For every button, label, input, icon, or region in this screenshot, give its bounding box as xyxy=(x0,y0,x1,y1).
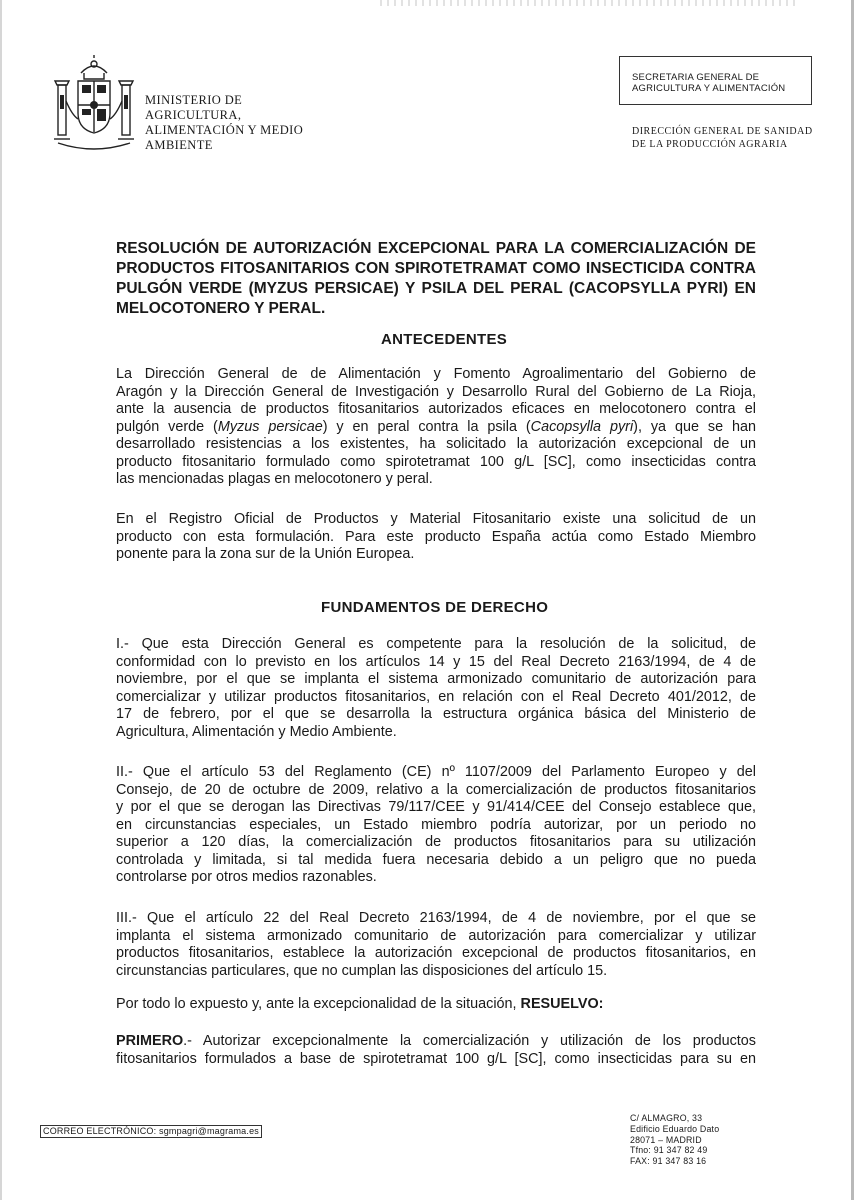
ministry-name xyxy=(145,93,345,153)
text-line: I.- Que esta Dirección General es competente para la resolución de la solicitud, de xyxy=(116,636,756,652)
primero-label: PRIMERO xyxy=(116,1033,184,1049)
address-line: Tfno: 91 347 82 49 xyxy=(630,1145,708,1156)
text-line: comercializar y utilizar productos fitosanitarios, en relación con el Real Decreto 401/2012, de xyxy=(116,688,756,705)
direccion-line: DIRECCIÓN GENERAL DE SANIDAD xyxy=(632,126,813,137)
text-line: fitosanitarios formulados a base de spirotetramat 100 g/L [SC], como insecticidas para su en xyxy=(116,1050,756,1067)
text-line: Agricultura, Alimentación y Medio Ambiente. xyxy=(116,723,397,740)
text-line: productos fitosanitarios, establece la autorización excepcional de productos fitosanitarios, en xyxy=(116,945,756,961)
text-fragment: ) y en peral contra la psila ( xyxy=(322,418,531,435)
address-line: C/ ALMAGRO, 33 xyxy=(630,1113,703,1123)
text-line: Aragón y la Dirección General de Investigación y Desarrollo Rural del Gobierno de La Rioja, xyxy=(116,383,756,400)
scan-edge xyxy=(0,0,2,1200)
text-line: Consejo, de 20 de octubre de 2009, relativo a la comercialización de productos fitosanitarios xyxy=(116,781,756,798)
title-line: PULGÓN VERDE (MYZUS PERSICAE) Y PSILA DEL PERAL (CACOPSYLLA PYRI) EN xyxy=(116,280,756,297)
fundamento-3 xyxy=(116,910,756,980)
text-line: las mencionadas plagas en melocotonero y peral. xyxy=(116,471,433,487)
secretaria-line: AGRICULTURA Y ALIMENTACIÓN xyxy=(632,83,786,94)
title-line: PRODUCTOS FITOSANITARIOS CON SPIROTETRAMAT COMO INSECTICIDA CONTRA xyxy=(116,260,756,277)
text-line: desarrollado resistencias a los existentes, ha solicitado la autorización excepcional de un xyxy=(116,436,756,452)
text-fragment: .- Autorizar excepcionalmente la comercialización y utilización de los productos xyxy=(183,1033,756,1049)
secretaria-box xyxy=(619,56,812,105)
text-fragment: ), ya que se han xyxy=(633,418,756,435)
antecedentes-paragraph-1 xyxy=(116,366,756,489)
fundamento-1 xyxy=(116,636,756,741)
text-line: noviembre, por el que se implanta el sistema armonizado comunitario de autorización para xyxy=(116,671,756,687)
secretaria-line: SECRETARIA GENERAL DE xyxy=(632,72,760,83)
text-line: implanta el sistema armonizado comunitario de autorización para comercializar y utilizar xyxy=(116,927,756,944)
text-line: y por el que se derogan las Directivas 79/117/CEE y 91/414/CEE del Consejo establece que, xyxy=(116,799,756,815)
antecedentes-heading: ANTECEDENTES xyxy=(381,331,508,348)
text-line: circunstancias particulares, que no cumplan las disposiciones del artículo 15. xyxy=(116,962,608,979)
ministry-line: MINISTERIO DE xyxy=(145,93,243,107)
text-line: La Dirección General de de Alimentación y Fomento Agroalimentario del Gobierno de xyxy=(116,366,756,382)
resuelvo-label: RESUELVO: xyxy=(520,996,604,1012)
ministry-line: AMBIENTE xyxy=(145,138,213,152)
text-line: producto con esta formulación. Para este producto España actúa como Estado Miembro xyxy=(116,528,756,545)
primero-paragraph xyxy=(116,1033,756,1068)
fundamento-2 xyxy=(116,764,756,887)
text-line: ante la ausencia de productos fitosanitarios autorizados eficaces en melocotonero contra el xyxy=(116,401,756,417)
text-line: ponente para la zona sur de la Unión Europea. xyxy=(116,546,415,562)
ministry-line: AGRICULTURA, xyxy=(145,108,242,122)
address-footer xyxy=(630,1113,719,1167)
text-line: superior a 120 días, la comercialización de productos fitosanitarios para su utilización xyxy=(116,834,756,850)
fundamentos-heading: FUNDAMENTOS DE DERECHO xyxy=(321,599,549,616)
address-line: FAX: 91 347 83 16 xyxy=(630,1156,707,1167)
title-line: RESOLUCIÓN DE AUTORIZACIÓN EXCEPCIONAL PARA LA COMERCIALIZACIÓN DE xyxy=(116,240,756,257)
species-name: Cacopsylla pyri xyxy=(530,418,634,435)
address-line: 28071 – MADRID xyxy=(630,1134,702,1145)
email-footer: CORREO ELECTRÓNICO: sgmpagri@magrama.es xyxy=(40,1125,262,1138)
title-line: MELOCOTONERO Y PERAL. xyxy=(116,300,326,317)
text-line: controlarse por otros medios razonables. xyxy=(116,869,377,885)
text-fragment: pulgón verde ( xyxy=(116,418,218,435)
text-line xyxy=(116,996,756,1014)
text-line: 17 de febrero, por el que se desarrolla la estructura orgánica básica del Ministerio de xyxy=(116,706,756,722)
direccion-line: DE LA PRODUCCIÓN AGRARIA xyxy=(632,139,788,150)
resuelvo-paragraph xyxy=(116,996,756,1014)
text-line: en circunstancias especiales, un Estado miembro podría autorizar, por un periodo no xyxy=(116,816,756,833)
scan-noise xyxy=(380,0,800,6)
antecedentes-paragraph-2 xyxy=(116,511,756,564)
ministry-line: ALIMENTACIÓN Y MEDIO xyxy=(145,123,304,137)
resolution-title xyxy=(116,239,756,319)
text-line: conformidad con lo previsto en los artículos 14 y 15 del Real Decreto 2163/1994, de 4 de xyxy=(116,653,756,670)
text-line: III.- Que el artículo 22 del Real Decreto 2163/1994, de 4 de noviembre, por el que se xyxy=(116,910,756,926)
text-line: controlada y limitada, si tal medida fuera necesaria debido a un peligro que no pueda xyxy=(116,851,756,868)
direccion-general xyxy=(632,125,842,151)
text-line: En el Registro Oficial de Productos y Material Fitosanitario existe una solicitud de un xyxy=(116,511,756,527)
text-line xyxy=(116,1033,756,1051)
text-line: producto fitosanitario formulado como spirotetramat 100 g/L [SC], como insecticidas contra xyxy=(116,453,756,470)
text-line: II.- Que el artículo 53 del Reglamento (CE) nº 1107/2009 del Parlamento Europeo y del xyxy=(116,764,756,780)
text-line xyxy=(116,419,756,437)
address-line: Edificio Eduardo Dato xyxy=(630,1123,720,1134)
species-name: Myzus persicae xyxy=(217,418,323,435)
text-fragment: Por todo lo expuesto y, ante la excepcionalidad de la situación, xyxy=(116,996,521,1012)
coat-of-arms-icon xyxy=(48,55,140,155)
